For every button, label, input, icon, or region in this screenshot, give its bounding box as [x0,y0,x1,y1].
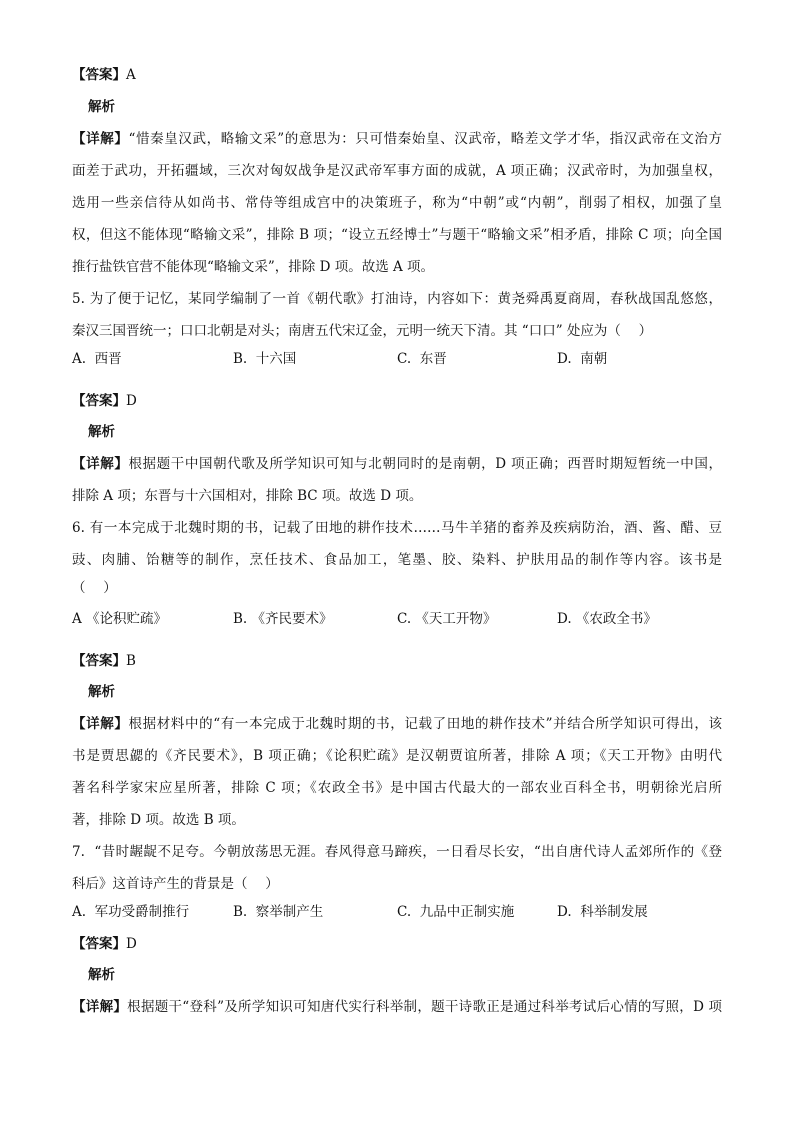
answer-label: 【答案】 [72,67,126,83]
detail-line: 著名科学家宋应星所著，排除 C 项；《农政全书》是中国古代最大的一部农业百科全书，明朝徐光启所 [72,780,722,796]
analysis-label: 解析 [88,424,115,440]
detail-line: 面差于武功，开拓疆域，三次对匈奴战争是汉武帝军事方面的成就，A 项正确；汉武帝时，为加强皇权， [72,163,722,179]
option-b: B. 十六国 [233,351,297,367]
question-stem: 5. 为了便于记忆，某同学编制了一首《朝代歌》打油诗，内容如下：黄尧舜禹夏商周，春秋战国乱悠悠， [72,291,722,307]
option-d: D. 《农政全书》 [557,611,657,627]
detail-line: 【详解】根据材料中的“有一本完成于北魏时期的书，记载了田地的耕作技术”并结合所学知识可得出，该 [72,716,722,732]
analysis-label: 解析 [88,684,115,700]
question-stem: 豉、肉脯、饴糖等的制作，烹任技术、食品加工，笔墨、胶、染料、护肤用品的制作等内容。该书是 [72,552,722,568]
question-stem: 科后》这首诗产生的背景是（ ） [72,876,279,892]
detail-line: 排除 A 项；东晋与十六国相对，排除 BC 项。故选 D 项。 [72,488,423,504]
answer-line [72,651,136,671]
detail-line: 著，排除 D 项。故选 B 项。 [72,812,245,828]
answer-label: 【答案】 [72,393,126,409]
answer-value: D [126,936,137,952]
question-stem: 秦汉三国晋统一；口口北朝是对头；南唐五代宋辽金，元明一统天下清。其 “口口” 处应为（ ） [72,323,653,339]
option-d: D. 科举制发展 [557,904,648,920]
detail-line: 权，但这不能体现“略输文采”，排除 B 项；“设立五经博士”与题干“略输文采”相矛盾，排除 C 项；向全国 [72,227,722,243]
question-stem: 7. “昔时龌龊不足夸。今朝放荡思无涯。春风得意马蹄疾，一日看尽长安，“出自唐代诗人孟郊所作的《登 [72,844,722,860]
detail-label: 【详解】 [72,456,129,472]
detail-line: 【详解】根据题干“登科”及所学知识可知唐代实行科举制，题干诗歌正是通过科举考试后心情的写照，D 项 [72,999,722,1015]
detail-label: 【详解】 [72,999,128,1015]
question-stem: （ ） [72,580,117,596]
answer-line [72,934,137,954]
detail-label: 【详解】 [72,131,129,147]
answer-label: 【答案】 [72,936,126,952]
detail-label: 【详解】 [72,716,129,732]
option-c: C. 东晋 [397,351,447,367]
option-d: D. 南朝 [557,351,608,367]
option-c: C. 九品中正制实施 [397,904,515,920]
answer-value: A [126,67,136,83]
answer-value: D [126,393,137,409]
option-b: B. 《齐民要术》 [233,611,333,627]
detail-line: 选用一些亲信待从如尚书、常侍等组成宫中的决策班子，称为“中朝”或“内朝”，削弱了相权，加强了皇 [72,195,722,211]
option-a: A. 军功受爵制推行 [72,904,190,920]
answer-value: B [126,653,136,669]
answer-line [72,391,137,411]
option-a: A. 西晋 [72,351,122,367]
analysis-label: 解析 [88,967,115,983]
detail-line: 推行盐铁官营不能体现“略输文采”，排除 D 项。故选 A 项。 [72,259,435,275]
question-stem: 6. 有一本完成于北魏时期的书，记载了田地的耕作技术……马牛羊猪的畜养及疾病防治，酒、酱、醋、豆 [72,520,722,536]
option-c: C. 《天工开物》 [397,611,497,627]
detail-line: 书是贾思勰的《齐民要术》，B 项正确；《论积贮疏》是汉朝贾谊所著，排除 A 项；《天工开物》由明代 [72,748,722,764]
option-a: A 《论积贮疏》 [72,611,168,627]
option-b: B. 察举制产生 [233,904,324,920]
answer-line [72,65,136,85]
detail-line: 【详解】“惜秦皇汉武，略输文采”的意思为：只可惜秦始皇、汉武帝，略差文学才华，指汉武帝在文治方 [72,131,722,147]
detail-line: 【详解】根据题干中国朝代歌及所学知识可知与北朝同时的是南朝，D 项正确；西晋时期短暂统一中国， [72,456,722,472]
analysis-label: 解析 [88,99,115,115]
answer-label: 【答案】 [72,653,126,669]
